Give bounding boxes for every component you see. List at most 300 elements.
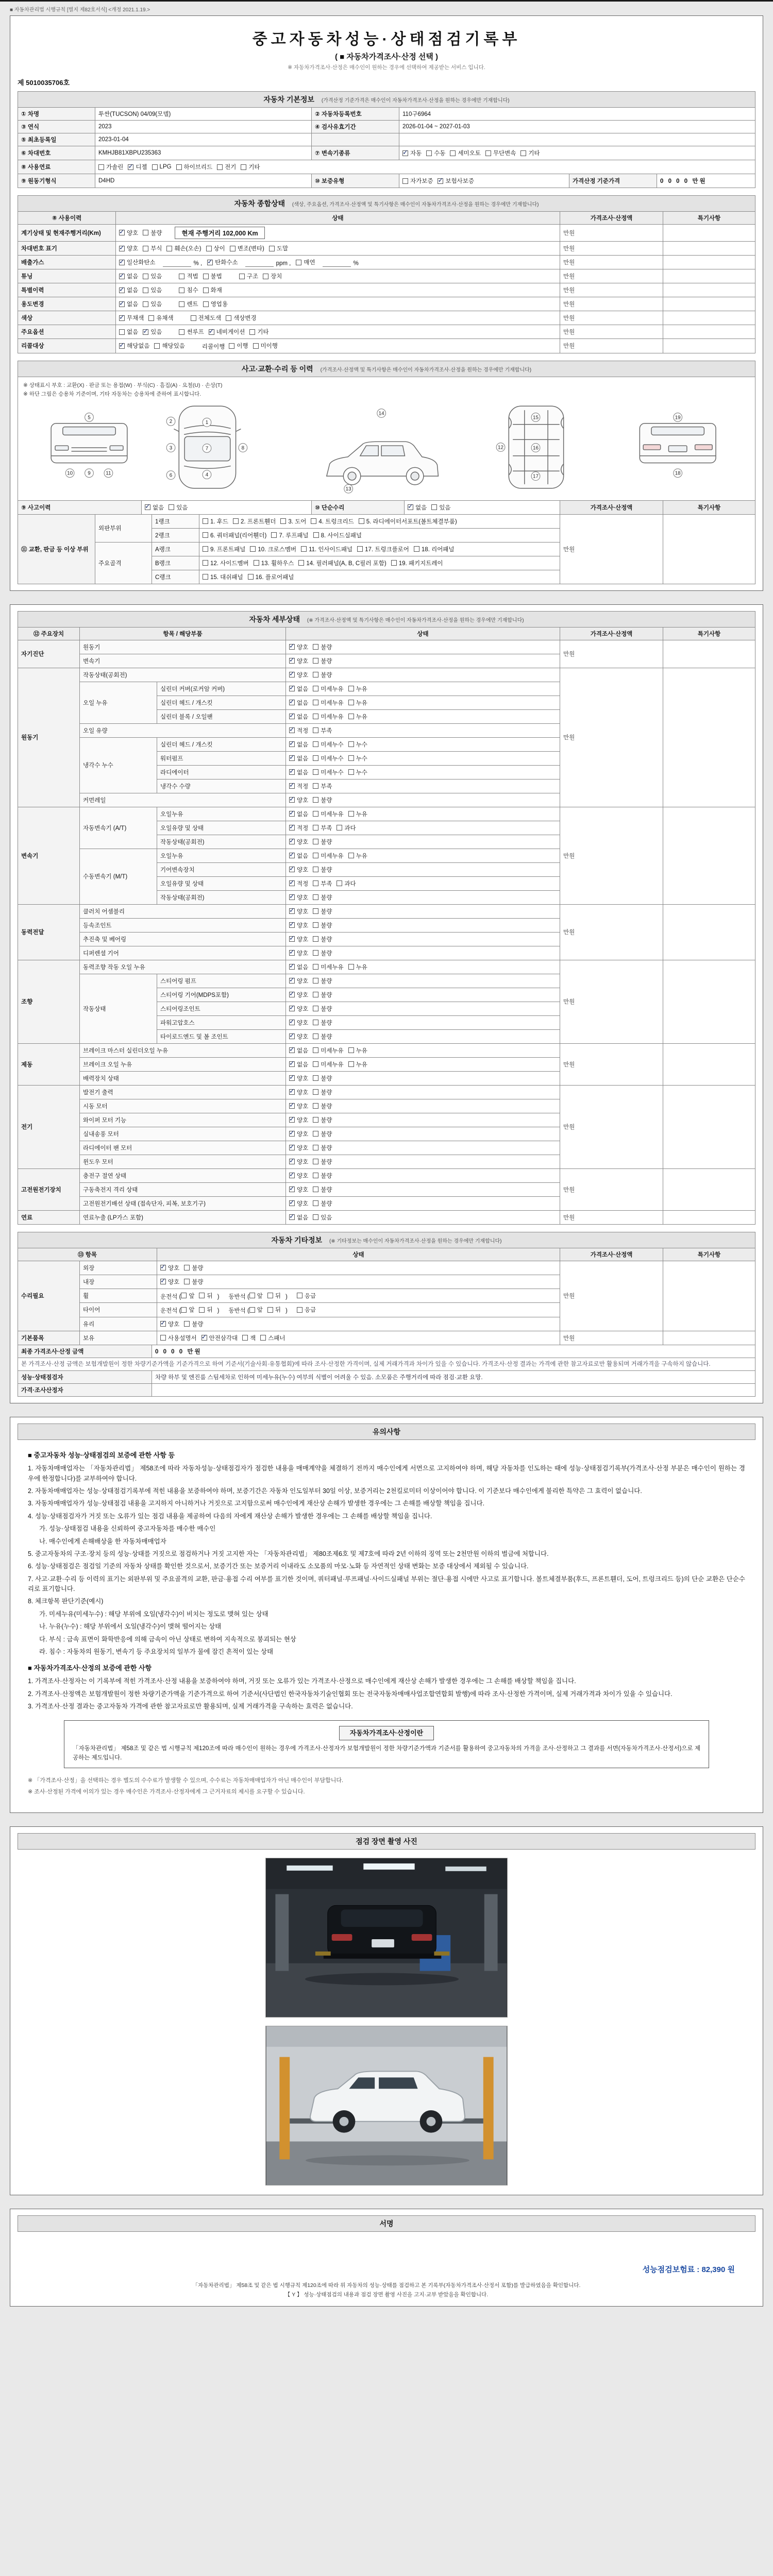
checkbox-option[interactable]	[206, 244, 225, 252]
row-label: 수리필요	[18, 1261, 80, 1331]
section-bar-accident	[18, 361, 755, 377]
checkbox-icon	[313, 1075, 318, 1081]
checkbox-option[interactable]	[249, 328, 268, 336]
checkbox-icon	[313, 1047, 318, 1053]
checkbox-option[interactable]	[313, 657, 332, 665]
checkbox-option[interactable]	[119, 342, 149, 350]
checkbox-option[interactable]	[179, 272, 198, 280]
checkbox-option[interactable]	[313, 893, 332, 902]
checkbox-option[interactable]	[289, 1158, 308, 1166]
checkbox-option[interactable]	[181, 1306, 194, 1314]
checkbox-option[interactable]	[289, 852, 308, 860]
checkbox-option[interactable]	[313, 824, 332, 832]
checkbox-option[interactable]	[229, 342, 248, 350]
checkbox-label: 누유	[356, 686, 367, 692]
checkbox-option[interactable]	[179, 300, 198, 308]
report-front-box	[10, 15, 763, 591]
checkbox-option[interactable]	[176, 163, 213, 171]
checkbox-label: 보험사보증	[445, 178, 474, 184]
checkbox-option[interactable]	[250, 545, 296, 553]
checkbox-option[interactable]	[414, 545, 455, 553]
checkbox-option[interactable]	[184, 1264, 203, 1272]
checkbox-icon	[160, 1265, 166, 1270]
checkbox-icon	[289, 672, 295, 677]
row-label: ⑨ 원동기형식	[18, 174, 95, 188]
checkbox-label: 미세누유	[321, 686, 344, 692]
checkbox-option[interactable]	[313, 949, 332, 957]
checkbox-icon	[313, 1117, 318, 1123]
checkbox-option[interactable]	[348, 768, 367, 776]
checkbox-option[interactable]	[313, 1005, 332, 1013]
checkbox-label: 불량	[321, 1033, 332, 1040]
cell: 2랭크	[152, 528, 199, 542]
cell	[286, 821, 560, 835]
checkbox-option[interactable]	[289, 824, 308, 832]
checkbox-option[interactable]	[313, 685, 343, 693]
checkbox-option[interactable]	[348, 713, 367, 721]
checkbox-icon	[184, 1279, 190, 1284]
table-row	[18, 904, 755, 918]
checkbox-option[interactable]	[160, 1264, 179, 1272]
checkbox-option[interactable]	[289, 935, 308, 943]
checkbox-option[interactable]	[289, 1185, 308, 1194]
checkbox-icon	[348, 853, 354, 858]
checkbox-option[interactable]	[289, 643, 308, 651]
checkbox-label: 미세누수	[321, 769, 344, 776]
checkbox-option[interactable]	[128, 163, 147, 171]
checkbox-option[interactable]	[289, 1060, 308, 1069]
checkbox-option[interactable]	[313, 1185, 332, 1194]
section-title-detail: 자동차 세부상태	[249, 615, 300, 623]
svg-text:13: 13	[345, 486, 351, 492]
checkbox-option[interactable]	[313, 1060, 343, 1069]
checkbox-option[interactable]	[313, 1046, 343, 1055]
checkbox-option[interactable]	[203, 559, 249, 567]
checkbox-option[interactable]	[289, 921, 308, 929]
checkbox-option[interactable]	[348, 754, 367, 762]
checkbox-option[interactable]	[154, 342, 184, 350]
checkbox-option[interactable]	[181, 1292, 194, 1300]
checkbox-option[interactable]	[267, 1292, 281, 1300]
checkbox-option[interactable]	[203, 286, 222, 294]
panel-number-badge	[65, 468, 74, 477]
cell	[286, 640, 560, 654]
checkbox-label: 불량	[321, 1200, 332, 1207]
checkbox-icon	[119, 287, 125, 293]
checkbox-option[interactable]	[289, 1102, 308, 1110]
checkbox-option[interactable]	[313, 1130, 332, 1138]
premium-label: 성능점검보험료 :	[642, 2265, 700, 2275]
checkbox-label: 앞	[189, 1307, 195, 1313]
checkbox-option[interactable]	[289, 879, 308, 888]
checkbox-icon	[289, 1103, 295, 1109]
row-label: 조향	[18, 960, 80, 1043]
checkbox-option[interactable]	[143, 272, 162, 280]
checkbox-option[interactable]	[184, 1320, 203, 1328]
checkbox-option[interactable]	[289, 1116, 308, 1124]
checkbox-option[interactable]	[313, 852, 343, 860]
cell: 추진축 및 베어링	[80, 932, 286, 946]
checkbox-icon	[166, 246, 172, 251]
checkbox-option[interactable]	[313, 740, 343, 749]
checkbox-option[interactable]	[311, 517, 354, 526]
checkbox-option[interactable]	[313, 671, 332, 679]
checkbox-option[interactable]	[143, 244, 162, 252]
checkbox-option[interactable]	[203, 545, 245, 553]
checkbox-option[interactable]	[348, 963, 367, 971]
checkbox-label: 13. 휠하우스	[261, 560, 294, 567]
notice-paragraph: 3. 가격조사·산정 결과는 중고자동차 가격에 관한 참고자료로만 활용되며, 실제 거래가격을 구속하는 효력은 없습니다.	[28, 1703, 353, 1710]
checkbox-option[interactable]	[233, 517, 276, 526]
checkbox-label: 수동	[434, 150, 446, 157]
checkbox-option[interactable]	[313, 1116, 332, 1124]
cell: 만원	[560, 668, 663, 807]
checkbox-option[interactable]	[143, 300, 162, 308]
checkbox-option[interactable]	[119, 244, 138, 252]
checkbox-option[interactable]	[289, 671, 308, 679]
checkbox-option[interactable]	[249, 1306, 263, 1314]
checkbox-option[interactable]	[289, 1019, 308, 1027]
checkbox-option[interactable]	[348, 699, 367, 707]
checkbox-option[interactable]	[271, 531, 308, 539]
section-bar-notice	[18, 1423, 755, 1440]
checkbox-option[interactable]	[289, 977, 308, 985]
checkbox-label: 양호	[127, 246, 139, 252]
cell	[199, 514, 560, 528]
checkbox-label: 없음	[297, 811, 309, 818]
checkbox-option[interactable]	[289, 754, 308, 762]
checkbox-option[interactable]	[160, 1278, 179, 1286]
checkbox-option[interactable]	[209, 328, 245, 336]
checkbox-option[interactable]	[402, 149, 422, 157]
cell	[286, 696, 560, 709]
checkbox-option[interactable]	[348, 740, 367, 749]
checkbox-option[interactable]	[254, 559, 294, 567]
checkbox-option[interactable]	[313, 907, 332, 916]
checkbox-option[interactable]	[199, 1306, 212, 1314]
checkbox-option[interactable]	[313, 838, 332, 846]
svg-text:16: 16	[533, 445, 539, 451]
checkbox-option[interactable]	[313, 1074, 332, 1082]
checkbox-label: 11. 인사이드패널	[309, 546, 353, 553]
checkbox-option[interactable]	[348, 685, 367, 693]
checkbox-option[interactable]	[201, 1334, 238, 1342]
checkbox-option[interactable]	[450, 149, 480, 157]
checkbox-option[interactable]	[199, 1292, 212, 1300]
cell: 실린더 커버(로커암 커버)	[157, 682, 286, 696]
checkbox-icon	[313, 700, 318, 705]
checkbox-option[interactable]	[313, 643, 332, 651]
checkbox-option[interactable]	[313, 782, 332, 790]
notice-paragraph: 다. 부식 : 금속 표면이 화학반응에 의해 금속이 아닌 상태로 변하여 지속적으로 붕괴되는 현상	[39, 1635, 296, 1643]
checkbox-option[interactable]	[248, 573, 294, 581]
checkbox-icon	[313, 1214, 318, 1220]
cell: 외판부위	[95, 514, 152, 542]
checkbox-icon	[313, 880, 318, 886]
checkbox-option[interactable]	[313, 1199, 332, 1208]
checkbox-option[interactable]	[280, 517, 306, 526]
cell: 만원	[560, 1043, 663, 1085]
cell	[286, 1029, 560, 1043]
checkbox-option[interactable]	[289, 1005, 308, 1013]
cell	[399, 146, 755, 160]
checkbox-option[interactable]	[203, 300, 228, 308]
table-row	[18, 807, 755, 821]
checkbox-option[interactable]	[348, 810, 367, 818]
checkbox-option[interactable]	[426, 149, 445, 157]
blank-field[interactable]	[245, 260, 274, 267]
checkbox-option[interactable]	[289, 726, 308, 735]
checkbox-option[interactable]	[313, 1102, 332, 1110]
checkbox-option[interactable]	[301, 545, 352, 553]
cell	[286, 737, 560, 751]
checkbox-option[interactable]	[313, 1144, 332, 1152]
checkbox-option[interactable]	[119, 229, 138, 237]
checkbox-option[interactable]	[230, 244, 264, 252]
checkbox-option[interactable]	[313, 1032, 332, 1041]
checkbox-option[interactable]	[152, 164, 172, 170]
checkbox-option[interactable]	[313, 879, 332, 888]
checkbox-option[interactable]	[313, 768, 343, 776]
cell-text: 동반석 (	[228, 1294, 249, 1300]
checkbox-option[interactable]	[313, 1213, 332, 1222]
checkbox-option[interactable]	[289, 740, 308, 749]
checkbox-option[interactable]	[289, 963, 308, 971]
checkbox-option[interactable]	[263, 272, 282, 280]
notice-paragraph: 4. 성능·상태점검자가 거짓 또는 오류가 있는 점검 내용을 제공하여 다음의 자에게 재산상 손해가 발생한 경우에는 그 손해를 배상할 책임을 집니다.	[28, 1512, 432, 1520]
checkbox-option[interactable]	[359, 517, 457, 526]
checkbox-option[interactable]	[119, 300, 138, 308]
checkbox-icon	[289, 1006, 295, 1011]
checkbox-option[interactable]	[289, 1172, 308, 1180]
checkbox-option[interactable]	[289, 782, 308, 790]
notice-paragraph: ※ 조사·산정된 가격에 이의가 있는 경우 매수인은 가격조사·산정자에게 그 근거자료의 제시를 요구할 수 있습니다.	[28, 1789, 305, 1795]
checkbox-option[interactable]	[289, 796, 308, 804]
checkbox-option[interactable]	[313, 713, 343, 721]
checkbox-option[interactable]	[313, 921, 332, 929]
checkbox-icon	[313, 853, 318, 858]
checkbox-option[interactable]	[485, 149, 516, 157]
checkbox-option[interactable]	[289, 810, 308, 818]
checkbox-option[interactable]	[431, 503, 450, 512]
cell: 스티어링 펌프	[157, 974, 286, 988]
checkbox-option[interactable]	[296, 258, 315, 266]
checkbox-option[interactable]	[391, 559, 443, 567]
checkbox-label: 누유	[356, 700, 367, 706]
checkbox-option[interactable]	[119, 286, 138, 294]
checkbox-icon	[119, 315, 125, 321]
checkbox-option[interactable]	[169, 503, 188, 512]
checkbox-option[interactable]	[297, 1292, 316, 1300]
checkbox-icon	[414, 546, 419, 552]
checkbox-option[interactable]	[179, 286, 198, 294]
checkbox-option[interactable]	[313, 866, 332, 874]
checkbox-option[interactable]	[98, 163, 123, 171]
table-row	[18, 339, 755, 353]
checkbox-label: 없음	[297, 964, 309, 971]
checkbox-option[interactable]	[203, 531, 266, 539]
checkbox-option[interactable]	[242, 1334, 256, 1342]
checkbox-option[interactable]	[289, 657, 308, 665]
checkbox-option[interactable]	[313, 991, 332, 999]
row-label: 색상	[18, 311, 116, 325]
checkbox-option[interactable]	[203, 517, 228, 526]
checkbox-option[interactable]	[289, 1032, 308, 1041]
checkbox-option[interactable]	[289, 907, 308, 916]
checkbox-option[interactable]	[289, 1088, 308, 1096]
blank-field[interactable]	[323, 260, 351, 267]
checkbox-option[interactable]	[289, 866, 308, 874]
checkbox-option[interactable]	[337, 879, 356, 888]
checkbox-label: 불량	[321, 1006, 332, 1012]
checkbox-option[interactable]	[313, 810, 343, 818]
checkbox-icon	[250, 546, 256, 552]
checkbox-option[interactable]	[166, 244, 201, 252]
checkbox-option[interactable]	[313, 1172, 332, 1180]
checkbox-option[interactable]	[520, 149, 540, 157]
cell: 고전원전기배선 상태 (접속단자, 피복, 보호기구)	[80, 1196, 286, 1210]
checkbox-option[interactable]	[289, 1144, 308, 1152]
checkbox-option[interactable]	[179, 328, 204, 336]
checkbox-icon	[348, 1061, 354, 1067]
checkbox-option[interactable]	[289, 838, 308, 846]
checkbox-option[interactable]	[119, 328, 138, 336]
checkbox-icon	[289, 1187, 295, 1192]
checkbox-option[interactable]	[313, 531, 362, 539]
checkbox-label: 미세누유	[321, 714, 344, 720]
checkbox-option[interactable]	[313, 1019, 332, 1027]
checkbox-option[interactable]	[143, 286, 162, 294]
checkbox-option[interactable]	[313, 977, 332, 985]
section-note-accident: (가격조사·산정액 및 특기사항은 매수인이 자동차가격조사·산정을 원하는 경우에만 기재합니다)	[320, 367, 532, 373]
checkbox-option[interactable]	[207, 258, 238, 266]
checkbox-option[interactable]	[184, 1278, 203, 1286]
checkbox-option[interactable]	[289, 713, 308, 721]
checkbox-option[interactable]	[289, 1213, 308, 1222]
checkbox-option[interactable]	[402, 177, 433, 185]
cell	[286, 835, 560, 849]
notice-paragraph: 5. 중고자동차의 구조·장치 등의 성능·상태를 거짓으로 점검하거나 거짓 고지한 자는 「자동차관리법」 제80조제6호 및 제7호에 따라 2년 이하의 징역 또는 2천만원 이하의 벌금에 처합니다.	[28, 1550, 549, 1557]
cell: 2026-01-04 ~ 2027-01-03	[399, 121, 755, 133]
checkbox-label: 응급	[304, 1293, 316, 1299]
checkbox-label: 누유	[356, 1061, 367, 1068]
checkbox-option[interactable]	[143, 328, 162, 336]
cell	[116, 297, 560, 311]
checkbox-option[interactable]	[348, 852, 367, 860]
checkbox-label: 미세누수	[321, 741, 344, 748]
checkbox-option[interactable]	[289, 1130, 308, 1138]
checkbox-option[interactable]	[313, 1158, 332, 1166]
checkbox-option[interactable]	[160, 1334, 197, 1342]
checkbox-option[interactable]	[298, 559, 386, 567]
checkbox-label: 양호	[168, 1321, 180, 1328]
checkbox-option[interactable]	[313, 796, 332, 804]
checkbox-option[interactable]	[119, 272, 138, 280]
checkbox-option[interactable]	[408, 503, 427, 512]
checkbox-option[interactable]	[313, 1088, 332, 1096]
svg-text:19: 19	[675, 414, 681, 420]
checkbox-option[interactable]	[145, 503, 164, 512]
checkbox-icon	[119, 301, 125, 307]
checkbox-icon	[438, 178, 443, 184]
checkbox-option[interactable]	[289, 685, 308, 693]
cell	[663, 297, 755, 311]
column-header: 가격조사·산정액	[560, 212, 663, 225]
checkbox-option[interactable]	[160, 1320, 179, 1328]
checkbox-option[interactable]	[313, 935, 332, 943]
checkbox-option[interactable]	[348, 1060, 367, 1069]
cell: 디퍼렌셜 기어	[80, 946, 286, 960]
checkbox-option[interactable]	[289, 1046, 308, 1055]
checkbox-option[interactable]	[203, 272, 222, 280]
cell	[663, 1331, 755, 1345]
checkbox-label: 9. 프론트패널	[210, 546, 246, 553]
checkbox-label: 4. 트렁크리드	[318, 518, 354, 525]
checkbox-option[interactable]	[289, 1074, 308, 1082]
signature-area[interactable]	[18, 2232, 755, 2262]
checkbox-option[interactable]	[348, 1046, 367, 1055]
checkbox-option[interactable]	[297, 1306, 316, 1314]
checkbox-option[interactable]	[203, 573, 243, 581]
checkbox-option[interactable]	[226, 314, 256, 322]
side-view	[327, 442, 439, 485]
checkbox-option[interactable]	[313, 726, 332, 735]
checkbox-icon	[242, 1335, 248, 1341]
checkbox-icon	[179, 287, 184, 293]
cell	[286, 862, 560, 876]
checkbox-option[interactable]	[289, 768, 308, 776]
checkbox-label: 과다	[344, 880, 356, 887]
row-label: ⑪ 교환, 판금 등 이상 부위	[18, 514, 95, 584]
checkbox-option[interactable]	[143, 229, 162, 237]
checkbox-option[interactable]	[313, 963, 343, 971]
checkbox-option[interactable]	[337, 824, 356, 832]
blank-field[interactable]	[163, 260, 191, 267]
checkbox-option[interactable]	[148, 314, 173, 322]
checkbox-option[interactable]	[241, 163, 260, 171]
checkbox-option[interactable]	[289, 949, 308, 957]
checkbox-option[interactable]	[239, 272, 258, 280]
cell	[663, 1043, 755, 1085]
checkbox-option[interactable]	[119, 314, 144, 322]
checkbox-option[interactable]	[249, 1292, 263, 1300]
checkbox-option[interactable]	[217, 163, 236, 171]
checkbox-icon	[313, 1200, 318, 1206]
cell	[116, 283, 560, 297]
checkbox-option[interactable]	[267, 1306, 281, 1314]
premium-value: 82,390 원	[701, 2265, 735, 2275]
checkbox-option[interactable]	[357, 545, 409, 553]
row-label: ⑩ 단순수리	[312, 500, 405, 514]
checkbox-option[interactable]	[119, 258, 156, 266]
checkbox-option[interactable]	[289, 991, 308, 999]
cell: 작동상태(공회전)	[157, 890, 286, 904]
checkbox-option[interactable]	[438, 177, 474, 185]
checkbox-option[interactable]	[289, 893, 308, 902]
checkbox-option[interactable]	[289, 1199, 308, 1208]
table-row	[18, 146, 755, 160]
checkbox-option[interactable]	[253, 342, 278, 350]
checkbox-option[interactable]	[313, 699, 343, 707]
checkbox-option[interactable]	[313, 754, 343, 762]
cell: 브레이크 마스터 실린더오일 누유	[80, 1043, 286, 1057]
checkbox-option[interactable]	[269, 244, 288, 252]
checkbox-option[interactable]	[260, 1334, 285, 1342]
checkbox-option[interactable]	[191, 314, 221, 322]
row-label: ⑧ 사용연료	[18, 160, 95, 174]
checkbox-icon	[289, 1200, 295, 1206]
checkbox-option[interactable]	[289, 699, 308, 707]
